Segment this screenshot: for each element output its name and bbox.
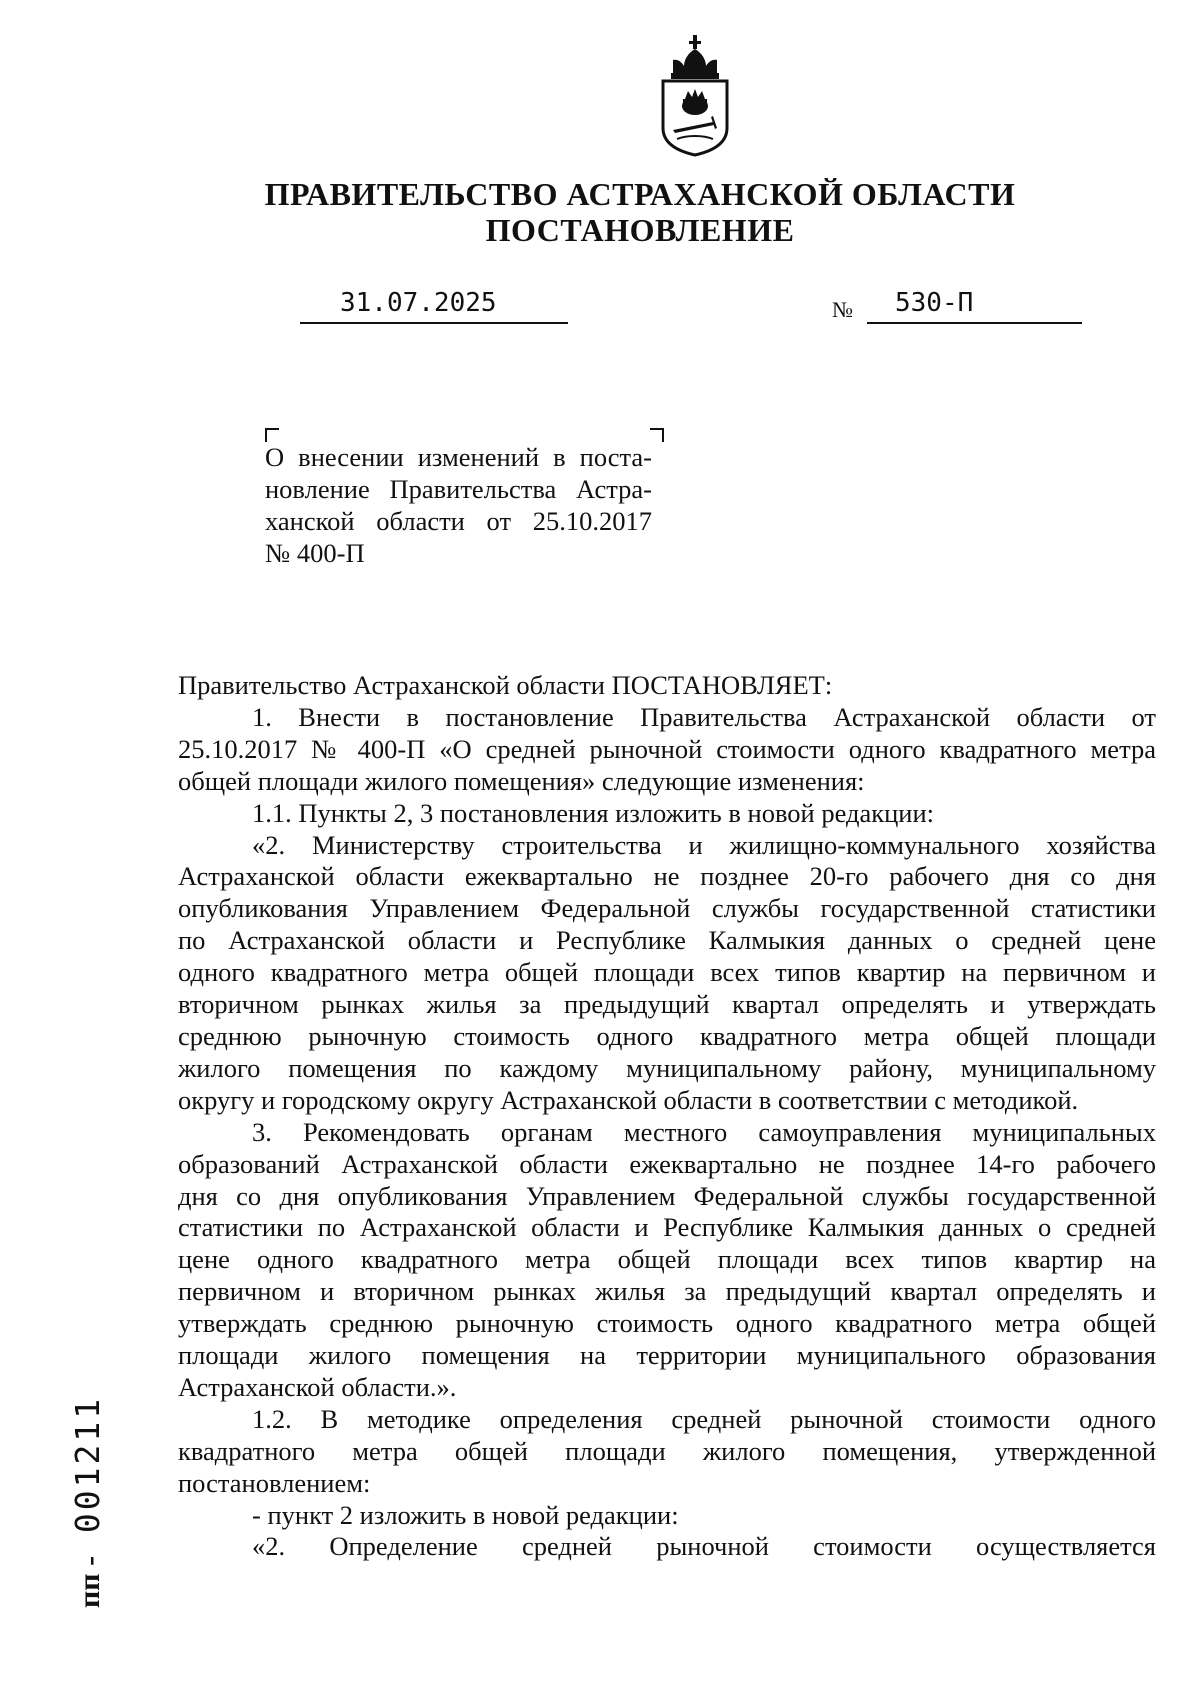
- date-field: [300, 288, 568, 324]
- body-line: 1. Внести в постановление Правительства Астраханской области от: [252, 701, 1156, 732]
- subject-line: № 400-П: [265, 538, 365, 568]
- body-line: 3. Рекомендовать органам местного самоуправления муниципальных: [252, 1116, 1156, 1147]
- stamp-number: 001211: [68, 1395, 107, 1534]
- document-body: [178, 670, 1156, 1563]
- body-line: одного квадратного метра общей площади всех типов квартир на первичном и: [178, 957, 1156, 988]
- document-subject: [265, 441, 652, 569]
- subject-line: ханской области от 25.10.2017: [265, 506, 652, 536]
- body-line: округу и городскому округу Астраханской области в соответствии с методикой.: [178, 1084, 1079, 1115]
- body-line: образований Астраханской области ежеквартально не позднее 14-го рабочего: [178, 1148, 1156, 1179]
- document-date: 31.07.2025: [340, 288, 497, 318]
- body-line: дня со дня опубликования Управлением Федеральной службы государственной: [178, 1180, 1156, 1211]
- body-line: первичном и вторичном рынках жилья за предыдущий квартал определять и: [178, 1276, 1156, 1307]
- body-line: вторичном рынках жилья за предыдущий квартал определять и утверждать: [178, 989, 1156, 1020]
- margin-registration-stamp: [68, 1396, 107, 1608]
- body-line: Астраханской области.».: [178, 1371, 457, 1402]
- body-line: - пункт 2 изложить в новой редакции:: [252, 1499, 679, 1530]
- body-line: общей площади жилого помещения» следующие изменения:: [178, 765, 865, 796]
- number-sign: №: [832, 297, 853, 322]
- body-line: 1.1. Пункты 2, 3 постановления изложить в новой редакции:: [252, 797, 935, 828]
- stamp-prefix: пп -: [73, 1555, 106, 1608]
- subject-bracket-left: [265, 428, 279, 442]
- government-title: ПРАВИТЕЛЬСТВО АСТРАХАНСКОЙ ОБЛАСТИ: [264, 176, 1016, 212]
- coat-of-arms-icon: [655, 33, 735, 157]
- body-line: утверждать среднюю рыночную стоимость одного квадратного метра общей: [178, 1308, 1156, 1339]
- body-line: среднюю рыночную стоимость одного квадратного метра общей площади: [178, 1020, 1156, 1051]
- body-line: Астраханской области ежеквартально не позднее 20-го рабочего дня со дня: [178, 861, 1156, 892]
- body-line: постановлением:: [178, 1467, 371, 1498]
- body-line: «2. Министерству строительства и жилищно-коммунального хозяйства: [252, 829, 1156, 860]
- subject-line: новление Правительства Астра-: [265, 474, 652, 504]
- document-type: ПОСТАНОВЛЕНИЕ: [485, 212, 795, 248]
- body-line: площади жилого помещения на территории муниципального образования: [178, 1340, 1156, 1371]
- number-field: [867, 288, 1082, 324]
- subject-bracket-right: [650, 428, 664, 442]
- body-line: «2. Определение средней рыночной стоимости осуществляется: [252, 1531, 1156, 1562]
- body-line: 1.2. В методике определения средней рыночной стоимости одного: [252, 1403, 1156, 1434]
- body-line: квадратного метра общей площади жилого помещения, утвержденной: [178, 1435, 1156, 1466]
- body-line: цене одного квадратного метра общей площади всех типов квартир на: [178, 1244, 1156, 1275]
- body-line: по Астраханской области и Республике Калмыкия данных о средней цене: [178, 925, 1156, 956]
- subject-line: О внесении изменений в поста-: [265, 442, 652, 472]
- body-line: опубликования Управлением Федеральной службы государственной статистики: [178, 893, 1156, 924]
- preamble: Правительство Астраханской области ПОСТАНОВЛЯЕТ:: [178, 670, 833, 700]
- body-line: статистики по Астраханской области и Республике Калмыкия данных о средней: [178, 1212, 1156, 1243]
- body-line: жилого помещения по каждому муниципальному району, муниципальному: [178, 1052, 1156, 1083]
- body-line: 25.10.2017 № 400-П «О средней рыночной стоимости одного квадратного метра: [178, 733, 1156, 764]
- document-number: 530-П: [895, 288, 974, 318]
